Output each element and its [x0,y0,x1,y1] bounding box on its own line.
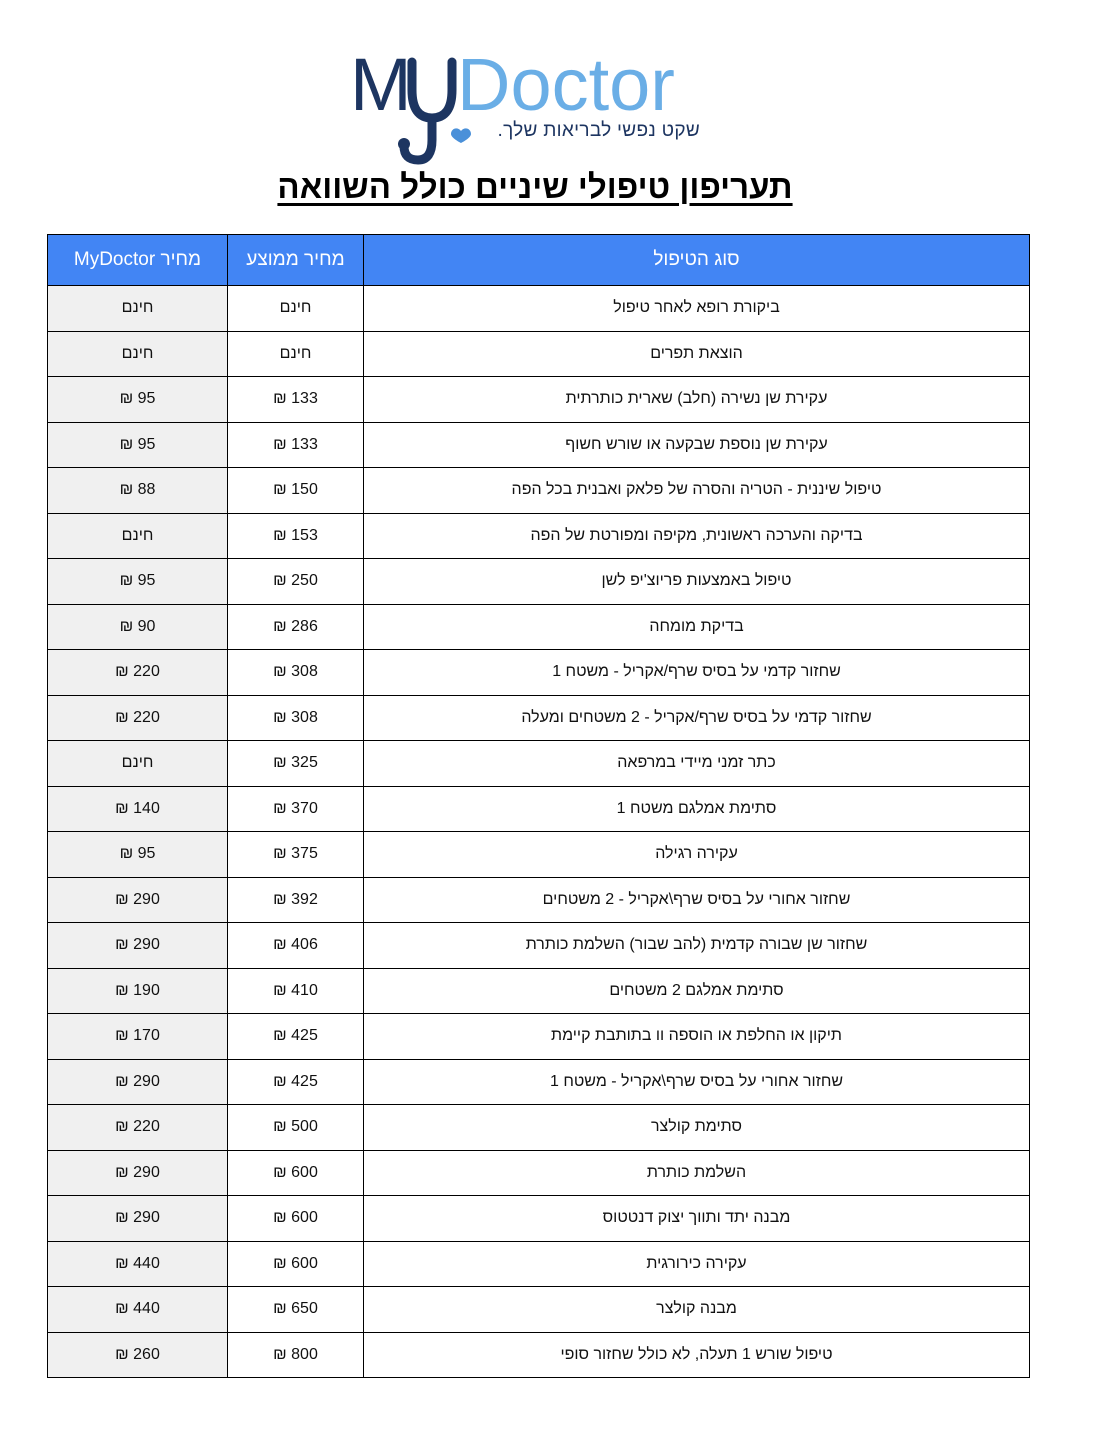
cell-mydoctor-price: חינם [48,741,228,787]
table-row [48,604,1030,650]
cell-mydoctor-price: 290 ₪ [48,877,228,923]
cell-treatment-type: שחזור אחורי על בסיס שרף\אקריל - 2 משטחים [364,877,1030,923]
cell-average-price: 425 ₪ [228,1014,364,1060]
cell-treatment-type: השלמת כותרת [364,1150,1030,1196]
cell-mydoctor-price: חינם [48,286,228,332]
heart-icon [451,128,471,143]
cell-average-price: 286 ₪ [228,604,364,650]
cell-treatment-type: הוצאת תפרים [364,331,1030,377]
table-row [48,1150,1030,1196]
table-row [48,650,1030,696]
header-average-price: מחיר ממוצע [228,235,364,286]
cell-treatment-type: טיפול שיננית - הטריה והסרה של פלאק ואבנית בכל הפה [364,468,1030,514]
cell-average-price: 308 ₪ [228,650,364,696]
table-row [48,422,1030,468]
table-row [48,832,1030,878]
table-row [48,1332,1030,1378]
cell-average-price: 500 ₪ [228,1105,364,1151]
table-row [48,513,1030,559]
cell-mydoctor-price: 290 ₪ [48,1150,228,1196]
cell-mydoctor-price: 290 ₪ [48,1196,228,1242]
cell-average-price: 308 ₪ [228,695,364,741]
cell-treatment-type: טיפול באמצעות פריוצ'יפ לשן [364,559,1030,605]
cell-mydoctor-price: 90 ₪ [48,604,228,650]
logo-text-my: M [350,43,412,126]
cell-treatment-type: טיפול שורש 1 תעלה, לא כולל שחזור סופי [364,1332,1030,1378]
cell-average-price: חינם [228,286,364,332]
table-row [48,877,1030,923]
cell-treatment-type: עקירת שן נשירה (חלב) שארית כותרתית [364,377,1030,423]
cell-average-price: 425 ₪ [228,1059,364,1105]
table-row [48,923,1030,969]
cell-treatment-type: עקירה רגילה [364,832,1030,878]
cell-mydoctor-price: 95 ₪ [48,832,228,878]
cell-treatment-type: שחזור קדמי על בסיס שרף/אקריל - משטח 1 [364,650,1030,696]
table-row [48,968,1030,1014]
cell-average-price: חינם [228,331,364,377]
table-row [48,786,1030,832]
table-row [48,695,1030,741]
logo-graphic [0,0,1094,170]
cell-treatment-type: מבנה יתד ותווך יצוק דנטטוס [364,1196,1030,1242]
cell-treatment-type: עקירה כירורגית [364,1241,1030,1287]
cell-treatment-type: סתימת קולצר [364,1105,1030,1151]
cell-mydoctor-price: 140 ₪ [48,786,228,832]
cell-mydoctor-price: 290 ₪ [48,923,228,969]
cell-average-price: 153 ₪ [228,513,364,559]
table-row [48,741,1030,787]
cell-treatment-type: בדיקת מומחה [364,604,1030,650]
cell-mydoctor-price: 190 ₪ [48,968,228,1014]
table-row [48,1059,1030,1105]
table-row [48,559,1030,605]
cell-mydoctor-price: 88 ₪ [48,468,228,514]
cell-mydoctor-price: 220 ₪ [48,1105,228,1151]
table-row [48,1105,1030,1151]
table-row [48,468,1030,514]
table-row [48,1241,1030,1287]
cell-average-price: 250 ₪ [228,559,364,605]
table-row [48,377,1030,423]
cell-average-price: 800 ₪ [228,1332,364,1378]
cell-treatment-type: תיקון או החלפת או הוספה וו בתותבת קיימת [364,1014,1030,1060]
header-treatment-type: סוג הטיפול [364,235,1030,286]
cell-average-price: 370 ₪ [228,786,364,832]
cell-average-price: 600 ₪ [228,1196,364,1242]
table-row [48,1287,1030,1333]
table-header-row [48,235,1030,286]
table-row [48,1196,1030,1242]
cell-mydoctor-price: 95 ₪ [48,377,228,423]
page-title: תעריפון טיפולי שיניים כולל השוואה [277,168,793,205]
cell-treatment-type: שחזור קדמי על בסיס שרף/אקריל - 2 משטחים ומעלה [364,695,1030,741]
cell-treatment-type: כתר זמני מיידי במרפאה [364,741,1030,787]
cell-mydoctor-price: 440 ₪ [48,1241,228,1287]
cell-mydoctor-price: 440 ₪ [48,1287,228,1333]
cell-treatment-type: שחזור אחורי על בסיס שרף\אקריל - משטח 1 [364,1059,1030,1105]
cell-mydoctor-price: 170 ₪ [48,1014,228,1060]
cell-average-price: 150 ₪ [228,468,364,514]
cell-average-price: 375 ₪ [228,832,364,878]
logo-text-doctor: Doctor [457,43,675,126]
cell-mydoctor-price: 290 ₪ [48,1059,228,1105]
cell-mydoctor-price: חינם [48,331,228,377]
cell-average-price: 406 ₪ [228,923,364,969]
cell-average-price: 600 ₪ [228,1150,364,1196]
header-mydoctor-price: מחיר MyDoctor [48,235,228,286]
cell-average-price: 600 ₪ [228,1241,364,1287]
cell-treatment-type: סתימת אמלגם 2 משטחים [364,968,1030,1014]
cell-average-price: 133 ₪ [228,377,364,423]
brand-logo [0,0,1094,170]
cell-average-price: 325 ₪ [228,741,364,787]
cell-treatment-type: ביקורת רופא לאחר טיפול [364,286,1030,332]
cell-mydoctor-price: 220 ₪ [48,695,228,741]
table-row [48,286,1030,332]
table-row [48,331,1030,377]
cell-treatment-type: בדיקה והערכה ראשונית, מקיפה ומפורטת של הפה [364,513,1030,559]
cell-mydoctor-price: 260 ₪ [48,1332,228,1378]
cell-average-price: 392 ₪ [228,877,364,923]
cell-mydoctor-price: 95 ₪ [48,559,228,605]
cell-treatment-type: מבנה קולצר [364,1287,1030,1333]
cell-mydoctor-price: חינם [48,513,228,559]
cell-average-price: 133 ₪ [228,422,364,468]
cell-treatment-type: עקירת שן נוספת שבקעה או שורש חשוף [364,422,1030,468]
table-body [48,286,1030,1378]
cell-mydoctor-price: 220 ₪ [48,650,228,696]
cell-treatment-type: סתימת אמלגם משטח 1 [364,786,1030,832]
table-row [48,1014,1030,1060]
logo-tagline: שקט נפשי לבריאות שלך. [497,120,700,141]
cell-average-price: 650 ₪ [228,1287,364,1333]
cell-mydoctor-price: 95 ₪ [48,422,228,468]
price-comparison-table [47,234,1030,1378]
cell-average-price: 410 ₪ [228,968,364,1014]
cell-treatment-type: שחזור שן שבורה קדמית (להב שבור) השלמת כותרת [364,923,1030,969]
